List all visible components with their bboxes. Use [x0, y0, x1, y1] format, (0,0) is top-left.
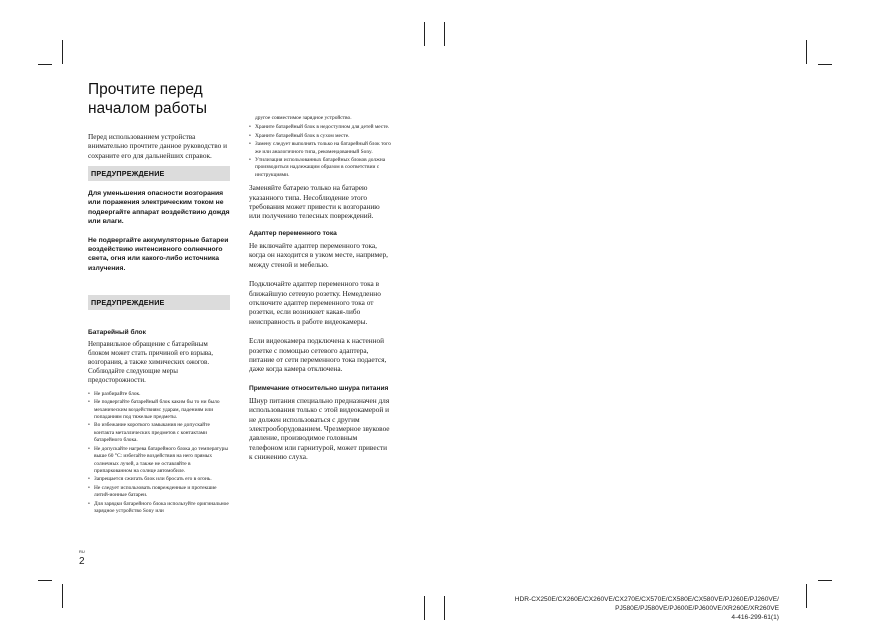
footer-models-line-1: HDR-CX250E/CX260E/CX260VE/CX270E/CX570E/CX580E/CX580VE/PJ260E/PJ260VE/	[514, 596, 779, 603]
list-item: • Не разбирайте блок.	[88, 391, 230, 398]
replace-battery-text: Заменяйте батарею только на батарею указанного типа. Несоблюдение этого требования может привести к возгоранию или получению телесных повреждений.	[249, 183, 380, 221]
cord-heading: Примечание относительно шнура питания	[249, 384, 389, 392]
list-item: • Для зарядки батарейного блока используйте оригинальное зарядное устройство Sony или	[88, 501, 230, 516]
page-title	[88, 80, 230, 118]
warning-banner-2: ПРЕДУПРЕЖДЕНИЕ	[88, 295, 230, 310]
warning-text-2: Не подвергайте аккумуляторные батареи воздействию интенсивного солнечного света, огня или какого-либо источника излучения.	[88, 237, 229, 272]
warning-banner: ПРЕДУПРЕЖДЕНИЕ	[88, 166, 230, 181]
crop-mark	[38, 580, 52, 581]
crop-mark	[424, 596, 425, 620]
list-item: • Запрещается сжигать блок или бросать его в огонь.	[88, 476, 230, 483]
crop-mark	[818, 580, 832, 581]
battery-text: Неправильное обращение с батарейным блоком может стать причиной его взрыва, возгорания, а также химических ожогов. Соблюдайте следующие меры предосторожности.	[88, 339, 213, 384]
list-item: • Храните батарейный блок в сухом месте.	[249, 133, 391, 140]
right-column	[249, 115, 391, 468]
model-footer	[515, 595, 779, 622]
left-column	[88, 80, 230, 519]
crop-mark	[806, 584, 807, 608]
crop-mark	[806, 40, 807, 64]
crop-mark	[444, 22, 445, 46]
intro-text: Перед использованием устройства внимательно прочтите данное руководство и сохраните его для дальнейших справок.	[88, 132, 228, 160]
continuation-text: другое совместимое зарядное устройство.	[255, 115, 352, 121]
language-code: RU	[79, 549, 85, 554]
crop-mark	[38, 64, 52, 65]
crop-mark	[62, 584, 63, 608]
footer-models-line-2: PJ580E/PJ580VE/PJ600E/PJ600VE/XR260E/XR260VE	[615, 605, 779, 612]
list-item: • Во избежание короткого замыкания не допускайте контакта металлических предметов с контактами батарейного блока.	[88, 422, 230, 444]
list-item: • Храните батарейный блок в недоступном для детей месте.	[249, 124, 391, 131]
battery-bullet-list-cont	[249, 124, 391, 179]
battery-bullet-list	[88, 391, 230, 516]
adapter-text-3: Если видеокамера подключена к настенной розетке с помощью сетевого адаптера, питание от сети переменного тока подается, даже когда камера отключена.	[249, 336, 387, 374]
list-item: • Не подвергайте батарейный блок каким бы то ни было механическим воздействиям: ударам, падениям или попаданиям под тяжелые предметы.	[88, 399, 230, 421]
list-item: • Замену следует выполнять только на батарейный блок того же или аналогичного типа, рекомендованный Sony.	[249, 141, 391, 156]
list-item: • Утилизация использованных батарейных блоков должна производиться надлежащим образом в соответствии с инструкциями.	[249, 157, 391, 179]
crop-mark	[444, 596, 445, 620]
crop-mark	[424, 22, 425, 46]
list-item: • Не допускайте нагрева батарейного блока до температуры выше 60 °C: избегайте воздействия на него прямых солнечных лучей, а также не оставляйте в припаркованном на солнце автомобиле.	[88, 446, 230, 476]
footer-part-number: 4-416-299-61(1)	[731, 614, 779, 621]
page-number: 2	[79, 556, 85, 567]
title-line-1: Прочтите перед	[88, 81, 203, 98]
adapter-text-1: Не включайте адаптер переменного тока, когда он находится в узком месте, например, между стеной и мебелью.	[249, 240, 388, 269]
warning-text-1: Для уменьшения опасности возгорания или поражения электрическим током не подвергайте аппарат воздействию дождя или влаги.	[88, 190, 230, 225]
adapter-heading: Адаптер переменного тока	[249, 229, 337, 237]
adapter-text-2: Подключайте адаптер переменного тока в ближайшую сетевую розетку. Немедленно отключите адаптер переменного тока от розетки, если возникнет какая-либо неисправность в работе видеокамеры.	[249, 279, 381, 326]
title-line-2: началом работы	[88, 100, 207, 117]
list-item: • Не следует использовать поврежденные и протекшие литий-ионные батареи.	[88, 485, 230, 500]
crop-mark	[818, 64, 832, 65]
cord-text: Шнур питания специально предназначен для использования только с этой видеокамерой и не должен использоваться с другим электрооборудованием. Чрезмерное звуковое давление, производимое головным телефоном или гарнитурой, может привести к снижению слуха.	[249, 395, 390, 462]
crop-mark	[62, 40, 63, 64]
battery-heading: Батарейный блок	[88, 328, 146, 336]
